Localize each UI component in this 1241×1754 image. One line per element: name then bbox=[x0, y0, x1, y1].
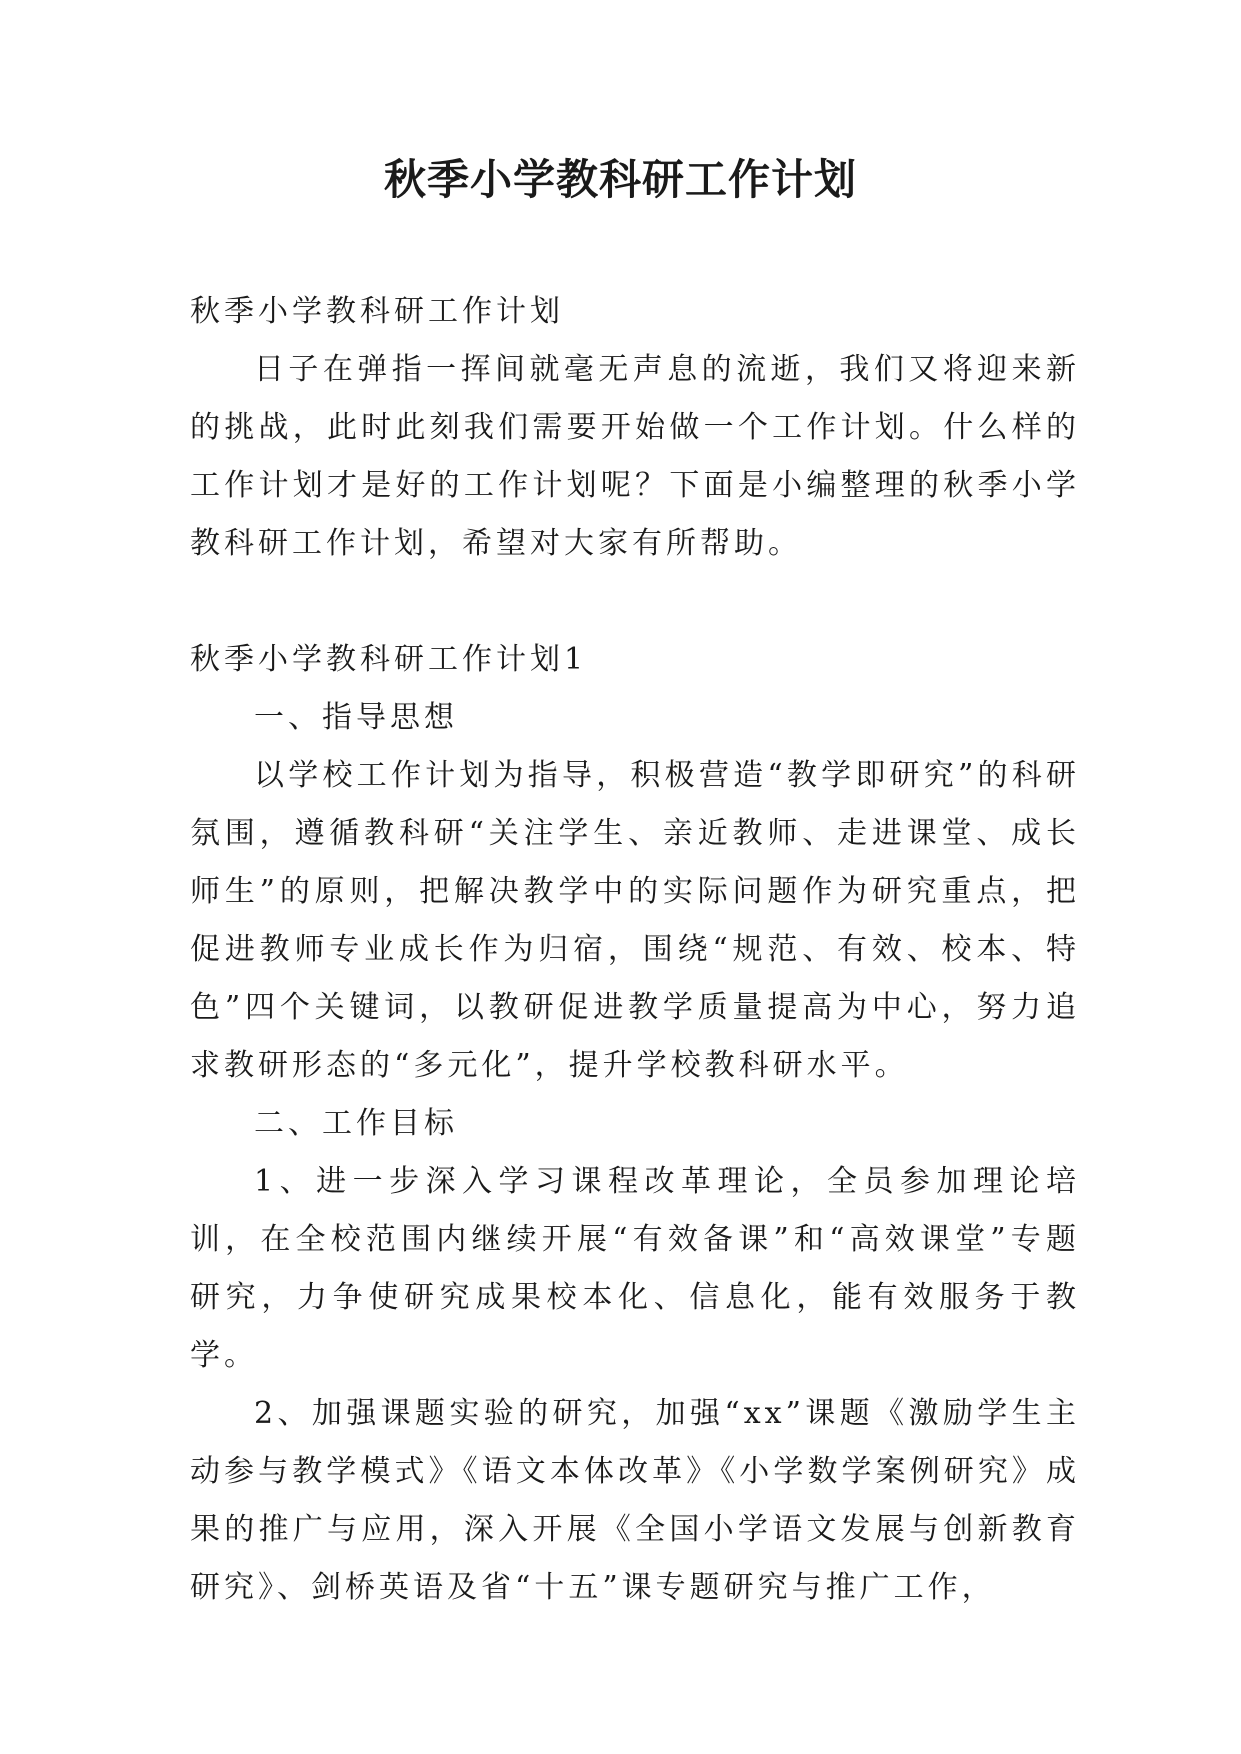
subtitle: 秋季小学教科研工作计划 bbox=[190, 294, 564, 329]
guiding-ideology-paragraph: 以学校工作计划为指导，积极营造“教学即研究”的科研氛围，遵循教科研“关注学生、亲近教师、走进课堂、成长师生”的原则，把解决教学中的实际问题作为研究重点，把促进教师专业成长作为归宿，围绕“规范、有效、校本、特色”四个关键词，以教研促进教学质量提高为中心，努力追求教研形态的“多元化”，提升学校教科研水平。 bbox=[190, 758, 1080, 1083]
section-title: 秋季小学教科研工作计划1 bbox=[190, 642, 588, 677]
work-goal-item-2: 2、加强课题实验的研究，加强“xx”课题《激励学生主动参与教学模式》《语文本体改革》《小学数学案例研究》成果的推广与应用，深入开展《全国小学语文发展与创新教育研究》、剑桥英语及省“十五”课专题研究与推广工作， bbox=[190, 1396, 1080, 1605]
heading-work-goals: 二、工作目标 bbox=[254, 1106, 458, 1141]
heading-guiding-ideology: 一、指导思想 bbox=[254, 700, 458, 735]
paragraph-spacer bbox=[190, 573, 1080, 631]
document-body bbox=[190, 283, 1080, 1617]
work-goal-item-1: 1、进一步深入学习课程改革理论，全员参加理论培训，在全校范围内继续开展“有效备课”和“高效课堂”专题研究，力争使研究成果校本化、信息化，能有效服务于教学。 bbox=[190, 1164, 1080, 1373]
intro-paragraph: 日子在弹指一挥间就毫无声息的流逝，我们又将迎来新的挑战，此时此刻我们需要开始做一个工作计划。什么样的工作计划才是好的工作计划呢？下面是小编整理的秋季小学教科研工作计划，希望对大家有所帮助。 bbox=[190, 352, 1080, 561]
document-title: 秋季小学教科研工作计划 bbox=[383, 155, 857, 204]
